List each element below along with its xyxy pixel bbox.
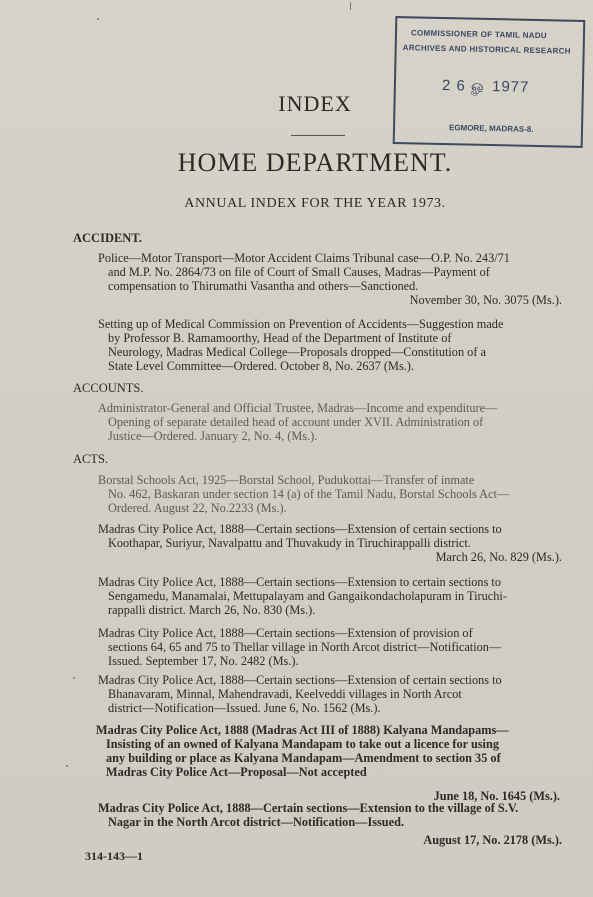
entry-line: Madras City Police Act, 1888—Certain sections—Extension of certain sections to bbox=[98, 673, 502, 687]
entry-line: Police—Motor Transport—Motor Accident Claims Tribunal case—O.P. No. 243/71 bbox=[98, 251, 510, 265]
index-entry bbox=[98, 673, 562, 715]
index-entry bbox=[98, 575, 562, 617]
stamp-line-1: COMMISSIONER OF TAMIL NADU bbox=[410, 28, 548, 41]
entry-line: Borstal Schools Act, 1925—Borstal School, Pudukottai—Transfer of inmate bbox=[98, 473, 475, 487]
index-entry bbox=[98, 522, 562, 564]
entry-line: any building or place as Kalyana Mandapam—Amendment to section 35 of bbox=[106, 751, 501, 765]
entry-line: Koothapar, Suriyur, Navalpattu and Thuvakudy in Tiruchirappalli district. bbox=[108, 536, 471, 550]
archive-stamp bbox=[393, 16, 586, 148]
entry-reference: March 26, No. 829 (Ms.). bbox=[435, 550, 562, 564]
paper-speck bbox=[66, 765, 68, 767]
entry-line: Sengamedu, Manamalai, Mettupalayam and Gangaikondacholapuram in Tiruchi- bbox=[108, 589, 507, 603]
paper-speck bbox=[73, 677, 75, 679]
index-entry bbox=[98, 801, 562, 847]
stamp-place: EGMORE, MADRAS-8. bbox=[448, 123, 534, 134]
entry-line: Madras City Police Act, 1888—Certain sections—Extension to certain sections to bbox=[98, 575, 501, 589]
entry-line: Setting up of Medical Commission on Prevention of Accidents—Suggestion made bbox=[98, 317, 504, 331]
entry-line: State Level Committee—Ordered. October 8, No. 2637 (Ms.). bbox=[108, 359, 414, 373]
entry-line: Justice—Ordered. January 2, No. 4, (Ms.). bbox=[108, 429, 318, 443]
entry-line: Bhanavaram, Minnal, Mahendravadi, Keelveddi villages in North Arcot bbox=[108, 687, 462, 701]
entry-line: compensation to Thirumathi Vasantha and others—Sanctioned. bbox=[108, 279, 419, 293]
entry-line: Issued. September 17, No. 2482 (Ms.). bbox=[108, 654, 299, 668]
entry-line: rappalli district. March 26, No. 830 (Ms.). bbox=[108, 603, 316, 617]
index-entry bbox=[96, 723, 560, 803]
entry-line: Madras City Police Act, 1888—Certain sections—Extension of provision of bbox=[98, 626, 473, 640]
entry-reference: November 30, No. 3075 (Ms.). bbox=[409, 293, 562, 307]
entry-line: Insisting of an owned of Kalyana Mandapam to take out a licence for using bbox=[106, 737, 499, 751]
entry-reference: August 17, No. 2178 (Ms.). bbox=[423, 833, 562, 847]
heading-accounts: ACCOUNTS. bbox=[73, 381, 144, 395]
index-entry bbox=[98, 626, 562, 668]
entry-line: sections 64, 65 and 75 to Thellar village in North Arcot district—Notification— bbox=[108, 640, 502, 654]
annual-index-title: ANNUAL INDEX FOR THE YEAR 1973. bbox=[184, 196, 446, 211]
entry-line: by Professor B. Ramamoorthy, Head of the Department of Institute of bbox=[108, 331, 452, 345]
stamp-date: 2 6 ௐ 1977 bbox=[441, 77, 530, 96]
entry-line: district—Notification—Issued. June 6, No. 1562 (Ms.). bbox=[108, 701, 381, 715]
index-title: INDEX bbox=[278, 91, 352, 116]
index-entry bbox=[98, 473, 562, 515]
entry-line: and M.P. No. 2864/73 on file of Court of Small Causes, Madras—Payment of bbox=[108, 265, 490, 279]
entry-line: Opening of separate detailed head of account under XVII. Administration of bbox=[108, 415, 484, 429]
entry-reference: June 18, No. 1645 (Ms.). bbox=[433, 789, 560, 803]
stamp-line-2: ARCHIVES AND HISTORICAL RESEARCH bbox=[402, 43, 571, 56]
entry-line: Nagar in the North Arcot district—Notification—Issued. bbox=[108, 815, 405, 829]
entry-line: Madras City Police Act—Proposal—Not accepted bbox=[106, 765, 367, 779]
page-footer-code: 314-143—1 bbox=[85, 849, 143, 863]
title-divider bbox=[291, 135, 345, 136]
paper-speck bbox=[97, 18, 99, 20]
index-entry bbox=[98, 251, 562, 307]
entry-line: Madras City Police Act, 1888—Certain sections—Extension of certain sections to bbox=[98, 522, 502, 536]
entry-line: Neurology, Madras Medical College—Proposals dropped—Constitution of a bbox=[108, 345, 486, 359]
entry-line: Madras City Police Act, 1888—Certain sections—Extension to the village of S.V. bbox=[98, 801, 519, 815]
entry-line: Madras City Police Act, 1888 (Madras Act III of 1888) Kalyana Mandapams— bbox=[96, 723, 509, 737]
department-title: HOME DEPARTMENT. bbox=[177, 148, 453, 177]
index-entry bbox=[98, 317, 562, 373]
entry-line: Administrator-General and Official Trustee, Madras—Income and expenditure— bbox=[98, 401, 498, 415]
heading-acts: ACTS. bbox=[73, 452, 109, 466]
entry-line: Ordered. August 22, No.2233 (Ms.). bbox=[108, 501, 287, 515]
heading-accident: ACCIDENT. bbox=[73, 231, 142, 245]
entry-line: No. 462, Baskaran under section 14 (a) of the Tamil Nadu, Borstal Schools Act— bbox=[108, 487, 510, 501]
paper-speck bbox=[350, 2, 351, 10]
index-entry bbox=[98, 401, 562, 443]
